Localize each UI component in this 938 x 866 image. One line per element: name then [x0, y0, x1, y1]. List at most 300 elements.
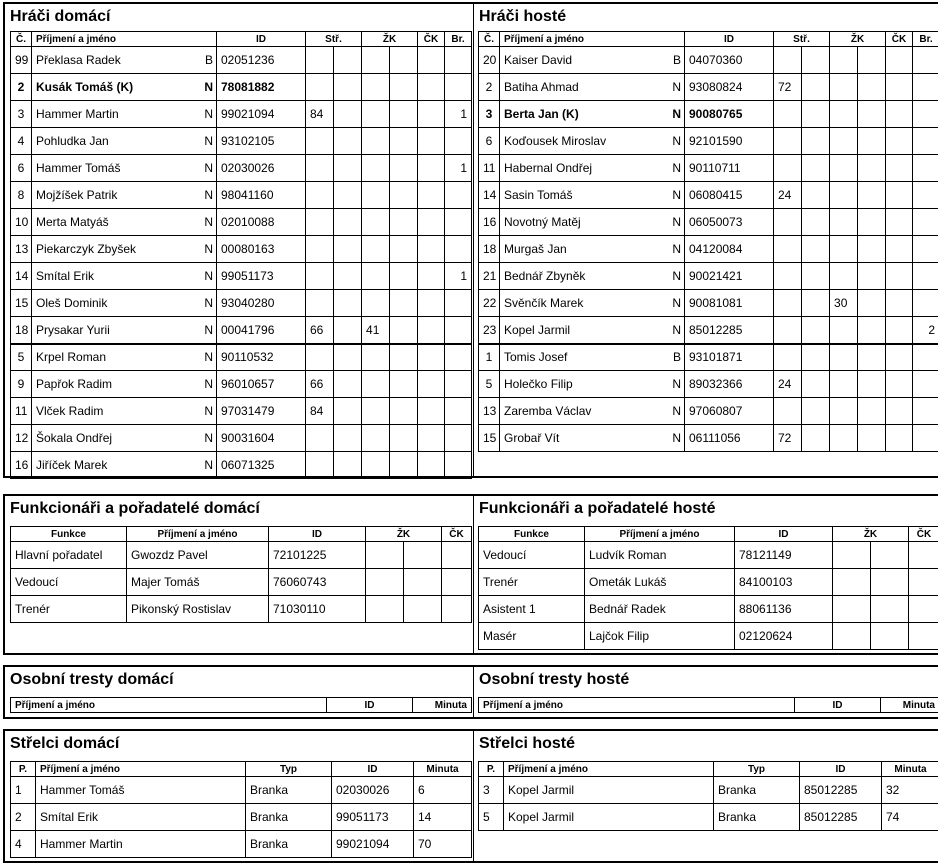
player-goal-minute: 84	[306, 101, 334, 128]
player-goal-minute-2	[802, 290, 830, 317]
player-id: 90080765	[685, 101, 774, 128]
official-name: Pikonský Rostislav	[127, 596, 269, 623]
player-yellow-card	[362, 209, 390, 236]
player-row	[479, 236, 938, 263]
col-type: Typ	[246, 762, 332, 777]
player-position: N	[663, 398, 685, 425]
player-yellow-card	[830, 398, 858, 425]
player-goals	[445, 398, 472, 425]
official-red-card	[442, 596, 472, 623]
col-name: Příjmení a jméno	[32, 32, 217, 47]
player-position: N	[663, 128, 685, 155]
col-id: ID	[685, 32, 774, 47]
player-number: 11	[479, 155, 500, 182]
player-yellow-card-2	[858, 155, 886, 182]
player-position: B	[195, 47, 217, 74]
scorer-minute: 70	[414, 831, 472, 858]
player-yellow-card-2	[390, 425, 418, 452]
player-goal-minute-2	[802, 263, 830, 290]
player-red-card	[418, 155, 445, 182]
player-name: Berta Jan (K)	[500, 101, 663, 128]
player-id: 97060807	[685, 398, 774, 425]
scorer-type: Branka	[246, 831, 332, 858]
scorer-id: 85012285	[800, 804, 882, 831]
player-row	[11, 317, 472, 344]
player-number: 3	[479, 101, 500, 128]
official-role: Trenér	[11, 596, 127, 623]
player-name: Novotný Matěj	[500, 209, 663, 236]
scorer-row	[11, 831, 472, 858]
player-row	[479, 425, 938, 452]
player-position: N	[195, 344, 217, 371]
player-number: 12	[11, 425, 32, 452]
player-goal-minute-2	[802, 74, 830, 101]
col-red: ČK	[442, 527, 472, 542]
player-position: N	[663, 74, 685, 101]
away-penalties-table	[478, 697, 938, 713]
player-goals	[445, 452, 472, 479]
player-yellow-card-2	[858, 128, 886, 155]
player-yellow-card-2	[390, 182, 418, 209]
player-yellow-card	[362, 47, 390, 74]
player-row	[11, 128, 472, 155]
scorer-row	[11, 804, 472, 831]
player-red-card	[418, 182, 445, 209]
player-red-card	[886, 425, 913, 452]
scorer-row	[11, 777, 472, 804]
player-id: 90110532	[217, 344, 306, 371]
home-officials-header-row	[11, 527, 472, 542]
player-number: 6	[11, 155, 32, 182]
player-number: 2	[479, 74, 500, 101]
col-gk: Br.	[445, 32, 472, 47]
player-yellow-card	[362, 263, 390, 290]
player-yellow-card-2	[390, 452, 418, 479]
player-id: 02010088	[217, 209, 306, 236]
player-row	[479, 74, 938, 101]
player-name: Svěnčík Marek	[500, 290, 663, 317]
player-name: Mojžíšek Patrik	[32, 182, 195, 209]
home-scorers-table	[10, 761, 472, 858]
official-yellow-card	[833, 542, 871, 569]
player-goal-minute: 24	[774, 371, 802, 398]
scorer-order: 2	[11, 804, 36, 831]
player-goal-minute	[774, 290, 802, 317]
player-goal-minute-2	[334, 128, 362, 155]
player-id: 89032366	[685, 371, 774, 398]
player-number: 15	[479, 425, 500, 452]
player-goal-minute-2	[334, 182, 362, 209]
player-red-card	[418, 236, 445, 263]
player-id: 97031479	[217, 398, 306, 425]
player-goals	[445, 317, 472, 344]
player-row	[11, 425, 472, 452]
scorer-type: Branka	[714, 777, 800, 804]
home-penalties-table	[10, 697, 472, 713]
player-row	[11, 74, 472, 101]
official-id: 78121149	[735, 542, 833, 569]
official-yellow-card	[366, 596, 404, 623]
player-goals: 1	[445, 101, 472, 128]
player-position: N	[195, 398, 217, 425]
official-yellow-card-2	[404, 569, 442, 596]
player-goal-minute	[774, 344, 802, 371]
player-name: Hammer Martin	[32, 101, 195, 128]
scorer-type: Branka	[246, 777, 332, 804]
player-position: N	[663, 290, 685, 317]
away-players-title: Hráči hosté	[479, 8, 567, 25]
home-penalties-title: Osobní tresty domácí	[10, 671, 174, 688]
official-id: 76060743	[269, 569, 366, 596]
col-minute: Minuta	[882, 762, 938, 777]
away-players-header-row	[479, 32, 938, 47]
player-yellow-card-2	[858, 74, 886, 101]
player-number: 10	[11, 209, 32, 236]
player-id: 96010657	[217, 371, 306, 398]
official-yellow-card	[366, 542, 404, 569]
player-row	[11, 236, 472, 263]
player-name: Kaiser David	[500, 47, 663, 74]
player-id: 93080824	[685, 74, 774, 101]
official-yellow-card	[833, 596, 871, 623]
official-role: Vedoucí	[11, 569, 127, 596]
scorer-name: Kopel Jarmil	[504, 804, 714, 831]
player-number: 23	[479, 317, 500, 344]
scorer-id: 99051173	[332, 804, 414, 831]
player-id: 93101871	[685, 344, 774, 371]
player-goals	[445, 74, 472, 101]
col-name: Příjmení a jméno	[36, 762, 246, 777]
scorer-name: Hammer Martin	[36, 831, 246, 858]
player-id: 02030026	[217, 155, 306, 182]
player-id: 06080415	[685, 182, 774, 209]
player-position: N	[195, 371, 217, 398]
away-scorers-table	[478, 761, 938, 831]
player-number: 4	[11, 128, 32, 155]
player-goals	[445, 128, 472, 155]
player-red-card	[418, 344, 445, 371]
player-red-card	[418, 398, 445, 425]
away-players-column	[473, 4, 938, 476]
player-goal-minute-2	[802, 425, 830, 452]
player-yellow-card-2	[858, 398, 886, 425]
player-name: Tomis Josef	[500, 344, 663, 371]
away-scorers-column	[473, 731, 938, 861]
player-number: 14	[11, 263, 32, 290]
home-players-column	[5, 4, 473, 476]
player-position: N	[195, 290, 217, 317]
player-goals	[913, 263, 938, 290]
player-goal-minute	[306, 209, 334, 236]
player-red-card	[886, 74, 913, 101]
col-id: ID	[217, 32, 306, 47]
away-penalties-header-row	[479, 698, 938, 713]
col-goals: Stř.	[306, 32, 362, 47]
player-name: Sasin Tomáš	[500, 182, 663, 209]
player-row	[479, 101, 938, 128]
player-red-card	[418, 263, 445, 290]
official-role: Trenér	[479, 569, 585, 596]
home-penalties-header-row	[11, 698, 472, 713]
player-goal-minute: 66	[306, 371, 334, 398]
player-goals	[445, 290, 472, 317]
player-goal-minute-2	[802, 182, 830, 209]
player-yellow-card	[830, 425, 858, 452]
player-goal-minute	[774, 236, 802, 263]
col-minute: Minuta	[881, 698, 938, 713]
player-goal-minute	[774, 155, 802, 182]
player-red-card	[886, 155, 913, 182]
player-number: 1	[479, 344, 500, 371]
player-number: 3	[11, 101, 32, 128]
player-position: N	[195, 236, 217, 263]
scorer-row	[479, 777, 938, 804]
col-red: ČK	[418, 32, 445, 47]
player-name: Zaremba Václav	[500, 398, 663, 425]
official-name: Ometák Lukáš	[585, 569, 735, 596]
player-yellow-card	[830, 209, 858, 236]
player-name: Batiha Ahmad	[500, 74, 663, 101]
player-yellow-card-2	[858, 371, 886, 398]
official-name: Majer Tomáš	[127, 569, 269, 596]
player-row	[479, 128, 938, 155]
player-goal-minute	[306, 182, 334, 209]
player-goal-minute-2	[334, 398, 362, 425]
scorer-name: Kopel Jarmil	[504, 777, 714, 804]
player-goals	[913, 101, 938, 128]
player-yellow-card-2	[858, 236, 886, 263]
official-id: 71030110	[269, 596, 366, 623]
player-number: 5	[479, 371, 500, 398]
scorer-minute: 6	[414, 777, 472, 804]
col-num: Č.	[479, 32, 500, 47]
player-goal-minute-2	[802, 344, 830, 371]
player-goals	[445, 344, 472, 371]
player-id: 99051173	[217, 263, 306, 290]
official-red-card	[909, 596, 938, 623]
player-row	[11, 344, 472, 371]
col-id: ID	[735, 527, 833, 542]
player-goal-minute	[306, 452, 334, 479]
player-goal-minute-2	[334, 236, 362, 263]
player-goals: 2	[913, 317, 938, 344]
player-goals: 1	[445, 155, 472, 182]
official-red-card	[442, 542, 472, 569]
player-yellow-card-2	[390, 209, 418, 236]
player-red-card	[418, 371, 445, 398]
player-red-card	[418, 101, 445, 128]
player-name: Bednář Zbyněk	[500, 263, 663, 290]
player-yellow-card-2	[390, 236, 418, 263]
player-row	[479, 398, 938, 425]
player-number: 21	[479, 263, 500, 290]
player-goal-minute	[306, 236, 334, 263]
player-goal-minute	[774, 263, 802, 290]
player-goal-minute-2	[802, 47, 830, 74]
player-yellow-card	[362, 236, 390, 263]
player-yellow-card	[362, 128, 390, 155]
player-position: N	[195, 74, 217, 101]
player-red-card	[418, 47, 445, 74]
official-id: 84100103	[735, 569, 833, 596]
player-id: 00080163	[217, 236, 306, 263]
player-yellow-card-2	[858, 47, 886, 74]
player-goal-minute-2	[334, 371, 362, 398]
player-id: 06071325	[217, 452, 306, 479]
player-id: 92101590	[685, 128, 774, 155]
away-players-table	[478, 31, 938, 452]
away-officials-table	[478, 526, 938, 650]
player-goals	[445, 371, 472, 398]
player-id: 90081081	[685, 290, 774, 317]
player-row	[479, 263, 938, 290]
player-position: N	[195, 128, 217, 155]
player-id: 90021421	[685, 263, 774, 290]
player-red-card	[886, 47, 913, 74]
player-position: N	[663, 155, 685, 182]
player-yellow-card-2	[390, 398, 418, 425]
player-goals	[445, 236, 472, 263]
player-position: N	[663, 317, 685, 344]
away-scorers-header-row	[479, 762, 938, 777]
home-players-title: Hráči domácí	[10, 8, 111, 25]
player-goal-minute	[306, 290, 334, 317]
player-id: 06050073	[685, 209, 774, 236]
player-id: 99021094	[217, 101, 306, 128]
player-yellow-card	[362, 101, 390, 128]
official-role: Asistent 1	[479, 596, 585, 623]
col-name: Příjmení a jméno	[585, 527, 735, 542]
player-position: N	[663, 236, 685, 263]
col-name: Příjmení a jméno	[500, 32, 685, 47]
player-goal-minute-2	[802, 236, 830, 263]
player-goals	[913, 209, 938, 236]
player-row	[479, 371, 938, 398]
player-id: 06111056	[685, 425, 774, 452]
scorer-minute: 32	[882, 777, 938, 804]
player-goal-minute: 24	[774, 182, 802, 209]
player-goal-minute	[306, 263, 334, 290]
player-red-card	[886, 344, 913, 371]
player-goal-minute	[774, 101, 802, 128]
player-goal-minute: 84	[306, 398, 334, 425]
official-yellow-card-2	[871, 542, 909, 569]
player-row	[11, 290, 472, 317]
player-position: N	[195, 101, 217, 128]
player-goal-minute-2	[802, 398, 830, 425]
col-name: Příjmení a jméno	[11, 698, 327, 713]
player-position: N	[663, 182, 685, 209]
player-goal-minute-2	[802, 317, 830, 344]
scorer-id: 99021094	[332, 831, 414, 858]
player-yellow-card-2	[390, 317, 418, 344]
player-goal-minute-2	[334, 290, 362, 317]
player-position: N	[195, 155, 217, 182]
player-name: Překlasa Radek	[32, 47, 195, 74]
player-red-card	[418, 317, 445, 344]
player-goals	[445, 209, 472, 236]
player-yellow-card	[830, 182, 858, 209]
player-position: N	[195, 425, 217, 452]
player-yellow-card-2	[390, 344, 418, 371]
away-penalties-title: Osobní tresty hosté	[479, 671, 630, 688]
player-number: 20	[479, 47, 500, 74]
player-yellow-card-2	[858, 344, 886, 371]
player-goal-minute	[306, 344, 334, 371]
player-red-card	[418, 425, 445, 452]
player-id: 93102105	[217, 128, 306, 155]
player-yellow-card	[362, 425, 390, 452]
player-name: Piekarczyk Zbyšek	[32, 236, 195, 263]
player-red-card	[418, 74, 445, 101]
player-goal-minute	[774, 398, 802, 425]
player-yellow-card	[362, 155, 390, 182]
player-row	[479, 182, 938, 209]
player-position: N	[663, 371, 685, 398]
player-goal-minute	[306, 425, 334, 452]
official-role: Hlavní pořadatel	[11, 542, 127, 569]
player-position: N	[195, 209, 217, 236]
player-yellow-card-2	[390, 128, 418, 155]
player-name: Holečko Filip	[500, 371, 663, 398]
player-number: 99	[11, 47, 32, 74]
player-row	[479, 155, 938, 182]
player-goals	[913, 128, 938, 155]
player-goal-minute	[774, 128, 802, 155]
scorer-order: 1	[11, 777, 36, 804]
scorer-type: Branka	[246, 804, 332, 831]
official-row	[479, 542, 938, 569]
player-yellow-card	[362, 398, 390, 425]
official-yellow-card-2	[871, 596, 909, 623]
home-players-table	[10, 31, 472, 479]
scorer-row	[479, 804, 938, 831]
col-yellow: ŽK	[833, 527, 909, 542]
player-id: 04070360	[685, 47, 774, 74]
scorer-name: Smítal Erik	[36, 804, 246, 831]
player-name: Papřok Radim	[32, 371, 195, 398]
player-goal-minute-2	[334, 317, 362, 344]
player-goal-minute	[306, 128, 334, 155]
official-row	[479, 596, 938, 623]
player-red-card	[886, 209, 913, 236]
player-position: N	[663, 425, 685, 452]
player-red-card	[418, 452, 445, 479]
home-officials-column	[5, 496, 473, 653]
player-number: 16	[11, 452, 32, 479]
scorers-section	[3, 729, 938, 863]
player-yellow-card: 41	[362, 317, 390, 344]
player-red-card	[886, 236, 913, 263]
official-role: Vedoucí	[479, 542, 585, 569]
col-red: ČK	[909, 527, 938, 542]
official-red-card	[909, 623, 938, 650]
player-name: Oleš Dominik	[32, 290, 195, 317]
player-goals	[913, 425, 938, 452]
player-red-card	[886, 263, 913, 290]
col-yellow: ŽK	[362, 32, 418, 47]
player-number: 2	[11, 74, 32, 101]
player-id: 02051236	[217, 47, 306, 74]
player-position: N	[663, 263, 685, 290]
player-yellow-card-2	[390, 371, 418, 398]
player-row	[479, 47, 938, 74]
player-yellow-card: 30	[830, 290, 858, 317]
scorer-order: 4	[11, 831, 36, 858]
player-position: B	[663, 344, 685, 371]
player-yellow-card	[830, 263, 858, 290]
player-yellow-card	[830, 371, 858, 398]
